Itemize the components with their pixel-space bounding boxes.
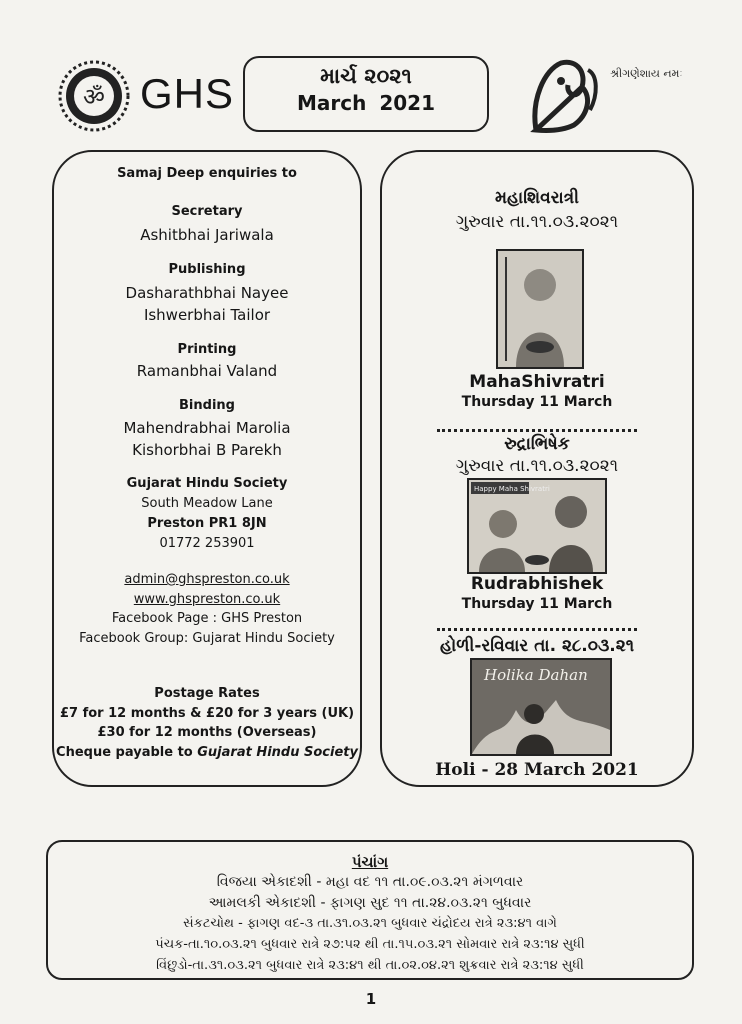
cheque-prefix: Cheque payable to — [56, 745, 198, 760]
website-link[interactable]: www.ghspreston.co.uk — [133, 592, 281, 607]
binding-name-1: Mahendrabhai Marolia — [123, 419, 291, 437]
cheque-payee: Gujarat Hindu Society — [197, 745, 358, 760]
ganesh-caption: શ્રીગણેશાય નમઃ — [610, 67, 683, 80]
panchang-title: પંચાંગ — [351, 853, 389, 871]
month-english: March 2021 — [297, 91, 435, 115]
secretary-name: Ashitbhai Jariwala — [140, 226, 274, 244]
enquiries-heading: Samaj Deep enquiries to — [117, 166, 297, 181]
rudrabhishek-image — [467, 478, 607, 574]
shiva-image — [496, 249, 584, 369]
postage-label: Postage Rates — [154, 686, 260, 701]
logo-om-glyph: ॐ — [83, 83, 105, 111]
phone-number: 01772 253901 — [159, 536, 255, 551]
panchang-line-5: વિંછુડો-તા.૩૧.૦૩.૨૧ બુધવાર રાત્રે ૨૩:૪૧ થી તા.૦૨.૦૪.૨૧ શુક્રવાર રાત્રે ૨૩:૧૪ સુધી — [156, 958, 584, 973]
event2-date-gujarati: ગુરુવાર તા.૧૧.૦૩.૨૦૨૧ — [455, 456, 619, 476]
panchang-line-2: આમલકી એકાદશી - ફાગણ સુદ ૧૧ તા.૨૪.૦૩.૨૧ બુધવાર — [208, 895, 532, 911]
facebook-group: Facebook Group: Gujarat Hindu Society — [79, 631, 335, 646]
publishing-name-1: Dasharathbhai Nayee — [125, 284, 289, 302]
separator-1 — [437, 429, 637, 432]
ghs-om-logo — [58, 60, 130, 132]
email-link[interactable]: admin@ghspreston.co.uk — [124, 572, 290, 587]
separator-2 — [437, 628, 637, 631]
event1-gujarati: મહાશિવરાત્રી — [494, 188, 580, 208]
event3-gujarati: હોળી-રવિવાર તા. ૨૮.૦૩.૨૧ — [439, 636, 635, 656]
facebook-page: Facebook Page : GHS Preston — [111, 611, 303, 626]
month-box — [243, 56, 489, 132]
publishing-name-2: Ishwerbhai Tailor — [143, 306, 271, 324]
event2-title: Rudrabhishek — [470, 574, 604, 594]
event1-date: Thursday 11 March — [461, 394, 613, 410]
event1-date-gujarati: ગુરુવાર તા.૧૧.૦૩.૨૦૨૧ — [455, 212, 619, 232]
secretary-label: Secretary — [171, 204, 243, 219]
holika-dahan-image — [470, 658, 612, 756]
page-number: 1 — [365, 990, 377, 1008]
printing-name: Ramanbhai Valand — [136, 362, 278, 380]
society-name: Gujarat Hindu Society — [126, 476, 288, 491]
postage-rate-uk: £7 for 12 months & £20 for 3 years (UK) — [59, 706, 355, 721]
postage-rate-overseas: £30 for 12 months (Overseas) — [97, 725, 317, 740]
address-line-2: Preston PR1 8JN — [147, 516, 267, 531]
event3-title: Holi - 28 March 2021 — [435, 760, 639, 780]
panchang-line-3: સંકટચોથ - ફાગણ વદ-૩ તા.૩૧.૦૩.૨૧ બુધવાર ચંદ્રોદય રાત્રે ૨૩:૪૧ વાગે — [183, 916, 557, 931]
event2-gujarati: રુદ્રાભિષેક — [504, 434, 570, 454]
month-gujarati: માર્ચ ૨૦૨૧ — [320, 64, 412, 88]
binding-label: Binding — [179, 398, 235, 413]
holika-image-caption: Holika Dahan — [484, 666, 588, 684]
panchang-line-1: વિજયા એકાદશી - મહા વદ ૧૧ તા.૦૯.૦૩.૨૧ મંગળવાર — [216, 874, 524, 890]
publishing-label: Publishing — [168, 262, 246, 277]
ganesh-emblem-icon — [526, 55, 683, 135]
event1-title: MahaShivratri — [469, 372, 605, 392]
org-short-name: GHS — [140, 70, 235, 117]
printing-label: Printing — [177, 342, 237, 357]
address-line-1: South Meadow Lane — [141, 496, 273, 511]
binding-name-2: Kishorbhai B Parekh — [132, 441, 282, 459]
cheque-line — [52, 745, 362, 760]
rudrabhishek-image-caption: Happy Maha Shivratri — [474, 485, 550, 493]
panchang-line-4: પંચક-તા.૧૦.૦૩.૨૧ બુધવાર રાત્રે ૨૭:૫૨ થી તા.૧૫.૦૩.૨૧ સોમવાર રાત્રે ૨૩:૧૪ સુધી — [155, 937, 585, 952]
event2-date: Thursday 11 March — [461, 596, 613, 612]
